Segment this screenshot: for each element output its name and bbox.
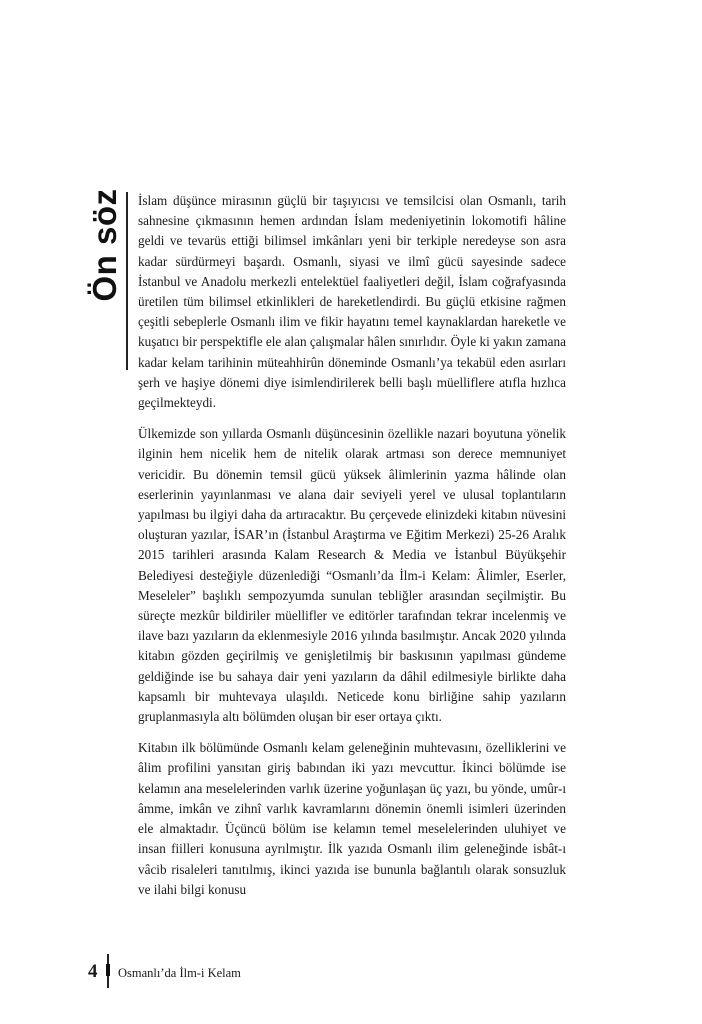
running-title: Osmanlı’da İlm-i Kelam — [118, 966, 241, 980]
body-text — [138, 191, 566, 911]
page-footer — [88, 954, 388, 988]
page-number: 4 — [88, 961, 98, 982]
footer-divider-mark — [106, 964, 110, 976]
section-divider — [126, 192, 128, 370]
section-title — [85, 190, 125, 300]
paragraph-2: Ülkemizde son yıllarda Osmanlı düşüncesinin özellikle nazari boyutuna yönelik ilginin hem nicelik hem de nitelik olarak artması son derece memnuniyet vericidir. Bu dönemin temsil gücü yüksek âlimlerinin yazma hâlinde olan eserlerinin yayınlanması ve alana dair seviyeli yerel ve ulusal toplantıların yapılması bu ilgiyi daha da artıracaktır. Bu çerçevede elinizdeki kitabın nüvesini oluşturan yazılar, İSAR’ın (İstanbul Araştırma ve Eğitim Merkezi) 25-26 Aralık 2015 tarihleri arasında Kalam Research & Media ve İstanbul Büyükşehir Belediyesi desteğiyle düzenlediği “Osmanlı’da İlm-i Kelam: Âlimler, Eserler, Meseleler” başlıklı sempozyumda sunulan tebliğler arasından seçilmiştir. Bu süreçte mezkûr bildiriler müellifler ve editörler tarafından tekrar incelenmiş ve ilave bazı yazıların da eklenmesiyle 2016 yılında basılmıştır. Ancak 2020 yılında kitabın gözden geçirilmiş ve genişletilmiş bir baskısının yapılması gündeme geldiğinde ise bu sahaya dair yeni yazıların da dâhil edilmesiyle birlikte daha kapsamlı bir muhtevaya ulaşıldı. Neticede konu birliğine sahip yazıların gruplanmasıyla altı bölümden oluşan bir eser ortaya çıktı. — [138, 426, 566, 725]
paragraph-3: Kitabın ilk bölümünde Osmanlı kelam geleneğinin muhtevasını, özelliklerini ve âlim profilini yansıtan giriş babından iki yazı mevcuttur. İkinci bölümde ise kelamın ana meselelerinden varlık üzerine yoğunlaşan üç yazı, bu yönde, umûr-ı âmme, imkân ve zihnî varlık kavramlarını dönemin önemli isimleri üzerinden ele almaktadır. Üçüncü bölüm ise kelamın temel meselelerinden uluhiyet ve insan fiilleri konusuna ayrılmıştır. İlk yazıda Osmanlı ilim geleneğinde isbât-ı vâcib risaleleri tanıtılmış, ikinci yazıda ise bununla bağlantılı olarak sonsuzluk ve ilahi bilgi konusu — [138, 740, 566, 897]
paragraph-1: İslam düşünce mirasının güçlü bir taşıyıcısı ve temsilcisi olan Osmanlı, tarih sahnesine çıkmasının hemen ardından İslam medeniyetinin lokomotifi hâline geldi ve tevarüs ettiği bilimsel imkânları yeni bir terkiple neredeyse son asra kadar sürdürmeyi başardı. Osmanlı, siyasi ve ilmî gücü sayesinde sadece İstanbul ve Anadolu merkezli entelektüel faaliyetleri değil, İslam coğrafyasında üretilen tüm bilimsel etkinlikleri de hareketlendirdi. Bu güçlü etkisine rağmen çeşitli sebeplerle Osmanlı ilim ve fikir hayatını temel kaynaklardan hareketle ve kuşatıcı bir perspektifle ele alan çalışmalar hâlen sınırlıdır. Öyle ki yakın zamana kadar kelam tarihinin müteahhirûn döneminde Osmanlı’ya tekabül eden asırları şerh ve haşiye dönemi diye isimlendirilerek belli başlı müelliflere atıfla hızlıca geçilmekteydi. — [138, 193, 566, 411]
section-title-text: Ön söz — [86, 188, 123, 302]
